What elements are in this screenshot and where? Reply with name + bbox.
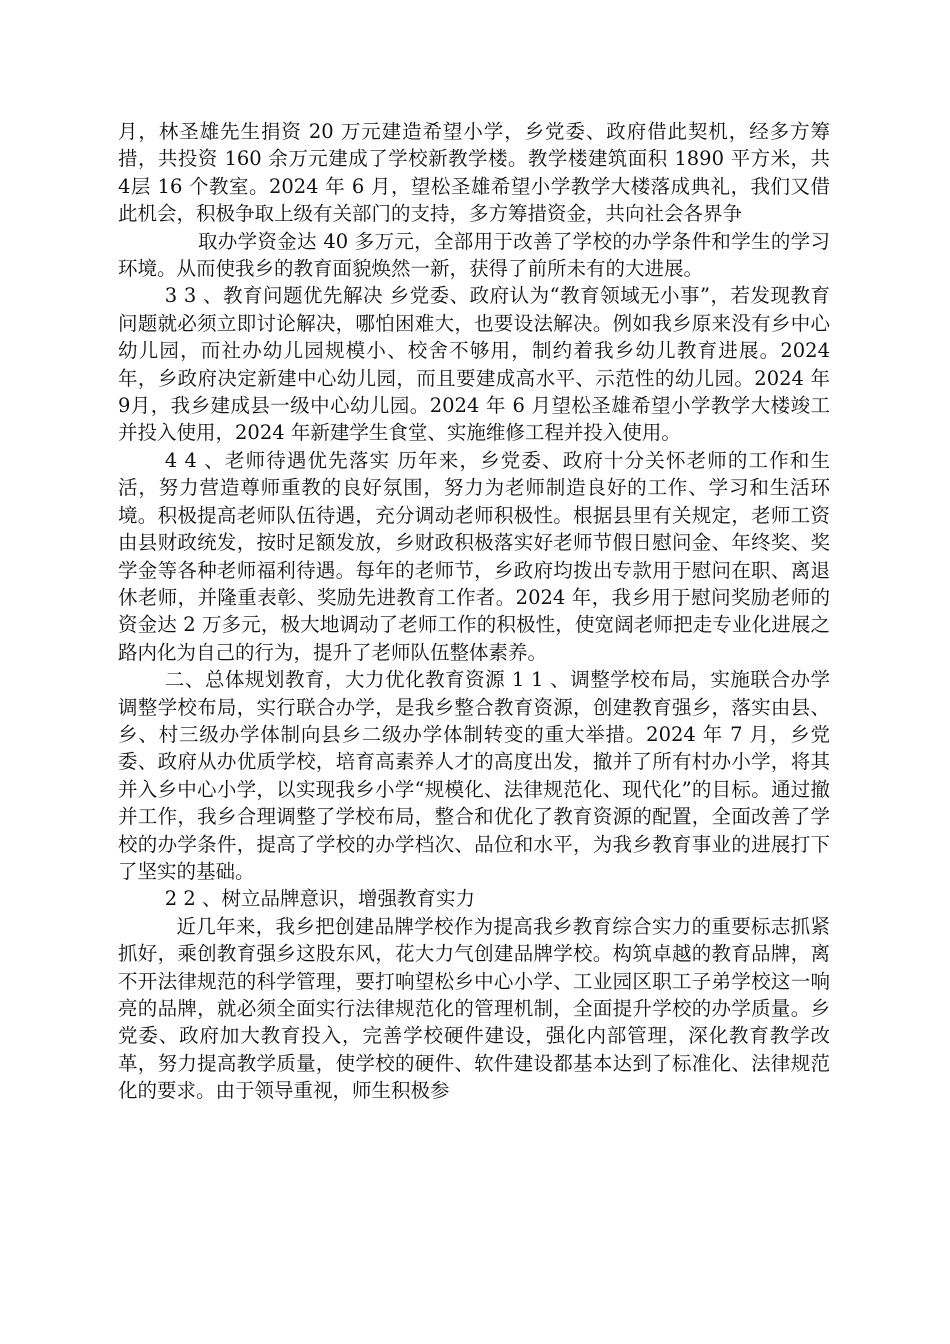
paragraph-6: 2 2 、树立品牌意识，增强教育实力 [164,887,476,911]
paragraph-1: 月，林圣雄先生捐资 20 万元建造希望小学，乡党委、政府借此契机，经多方筹措，共投资 160 余万元建成了学校新教学楼。教学楼建筑面积 1890 平方米，共 4层 16 个教室。2024 年 6 月，望松圣雄希望小学教学大楼落成典礼，我们又借此机会，积极争取上级有关部门的支持，多方筹措资金，共向社会各界争 [118,120,830,226]
paragraph-5: 二、总体规划教育，大力优化教育资源 1 1 、调整学校布局，实施联合办学 调整学校布局，实行联合办学，是我乡整合教育资源，创建教育强乡，落实由县、乡、村三级办学体制向县乡二级办学体制转变的重大举措。2024 年 7 月，乡党委、政府从办优质学校，培育高素养人才的高度出发，撤并了所有村办小学，将其并入乡中心小学，以实现我乡小学“规模化、法律规范化、现代化”的目标。通过撤并工作，我乡合理调整了学校布局，整合和优化了教育资源的配置，全面改善了学校的办学条件，提高了学校的办学档次、品位和水平，为我乡教育事业的进展打下了坚实的基础。 [118,668,830,883]
paragraph-2: 取办学资金达 40 多万元，全部用于改善了学校的办学条件和学生的学习环境。从而使我乡的教育面貌焕然一新，获得了前所未有的大进展。 [118,229,830,281]
paragraph-4: 4 4 、老师待遇优先落实 历年来，乡党委、政府十分关怀老师的工作和生活，努力营造尊师重教的良好氛围，努力为老师制造良好的工作、学习和生活环境。积极提高老师队伍待遇，充分调动老师积极性。根据县里有关规定，老师工资由县财政统发，按时足额发放，乡财政积极落实好老师节假日慰问金、年终奖、奖学金等各种老师福利待遇。每年的老师节，乡政府均拨出专款用于慰问在职、离退休老师，并隆重表彰、奖励先进教育工作者。2024 年，我乡用于慰问奖励老师的资金达 2 万多元，极大地调动了老师工作的积极性，使宽阔老师把走专业化进展之路内化为自己的行为，提升了老师队伍整体素养。 [118,448,830,664]
paragraph-3: 3 3 、教育问题优先解决 乡党委、政府认为“教育领域无小事”，若发现教育问题就必须立即讨论解决，哪怕困难大，也要设法解决。例如我乡原来没有乡中心幼儿园，而社办幼儿园规模小、校舍不够用，制约着我乡幼儿教育进展。2024 年，乡政府决定新建中心幼儿园，而且要建成高水平、示范性的幼儿园。2024 年 9月，我乡建成县一级中心幼儿园。2024 年 6 月望松圣雄希望小学教学大楼竣工并投入使用，2024 年新建学生食堂、实施维修工程并投入使用。 [118,284,830,445]
paragraph-7: 近几年来，我乡把创建品牌学校作为提高我乡教育综合实力的重要标志抓紧抓好，乘创教育强乡这股东风，花大力气创建品牌学校。构筑卓越的教育品牌，离不开法律规范的科学管理，要打响望松乡中心小学、工业园区职工子弟学校这一响亮的品牌，就必须全面实行法律规范化的管理机制，全面提升学校的办学质量。乡党委、政府加大教育投入，完善学校硬件建设，强化内部管理，深化教育教学改革，努力提高教学质量，使学校的硬件、软件建设都基本达到了标准化、法律规范化的要求。由于领导重视，师生积极参 [118,914,830,1103]
document-page [118,118,830,1105]
